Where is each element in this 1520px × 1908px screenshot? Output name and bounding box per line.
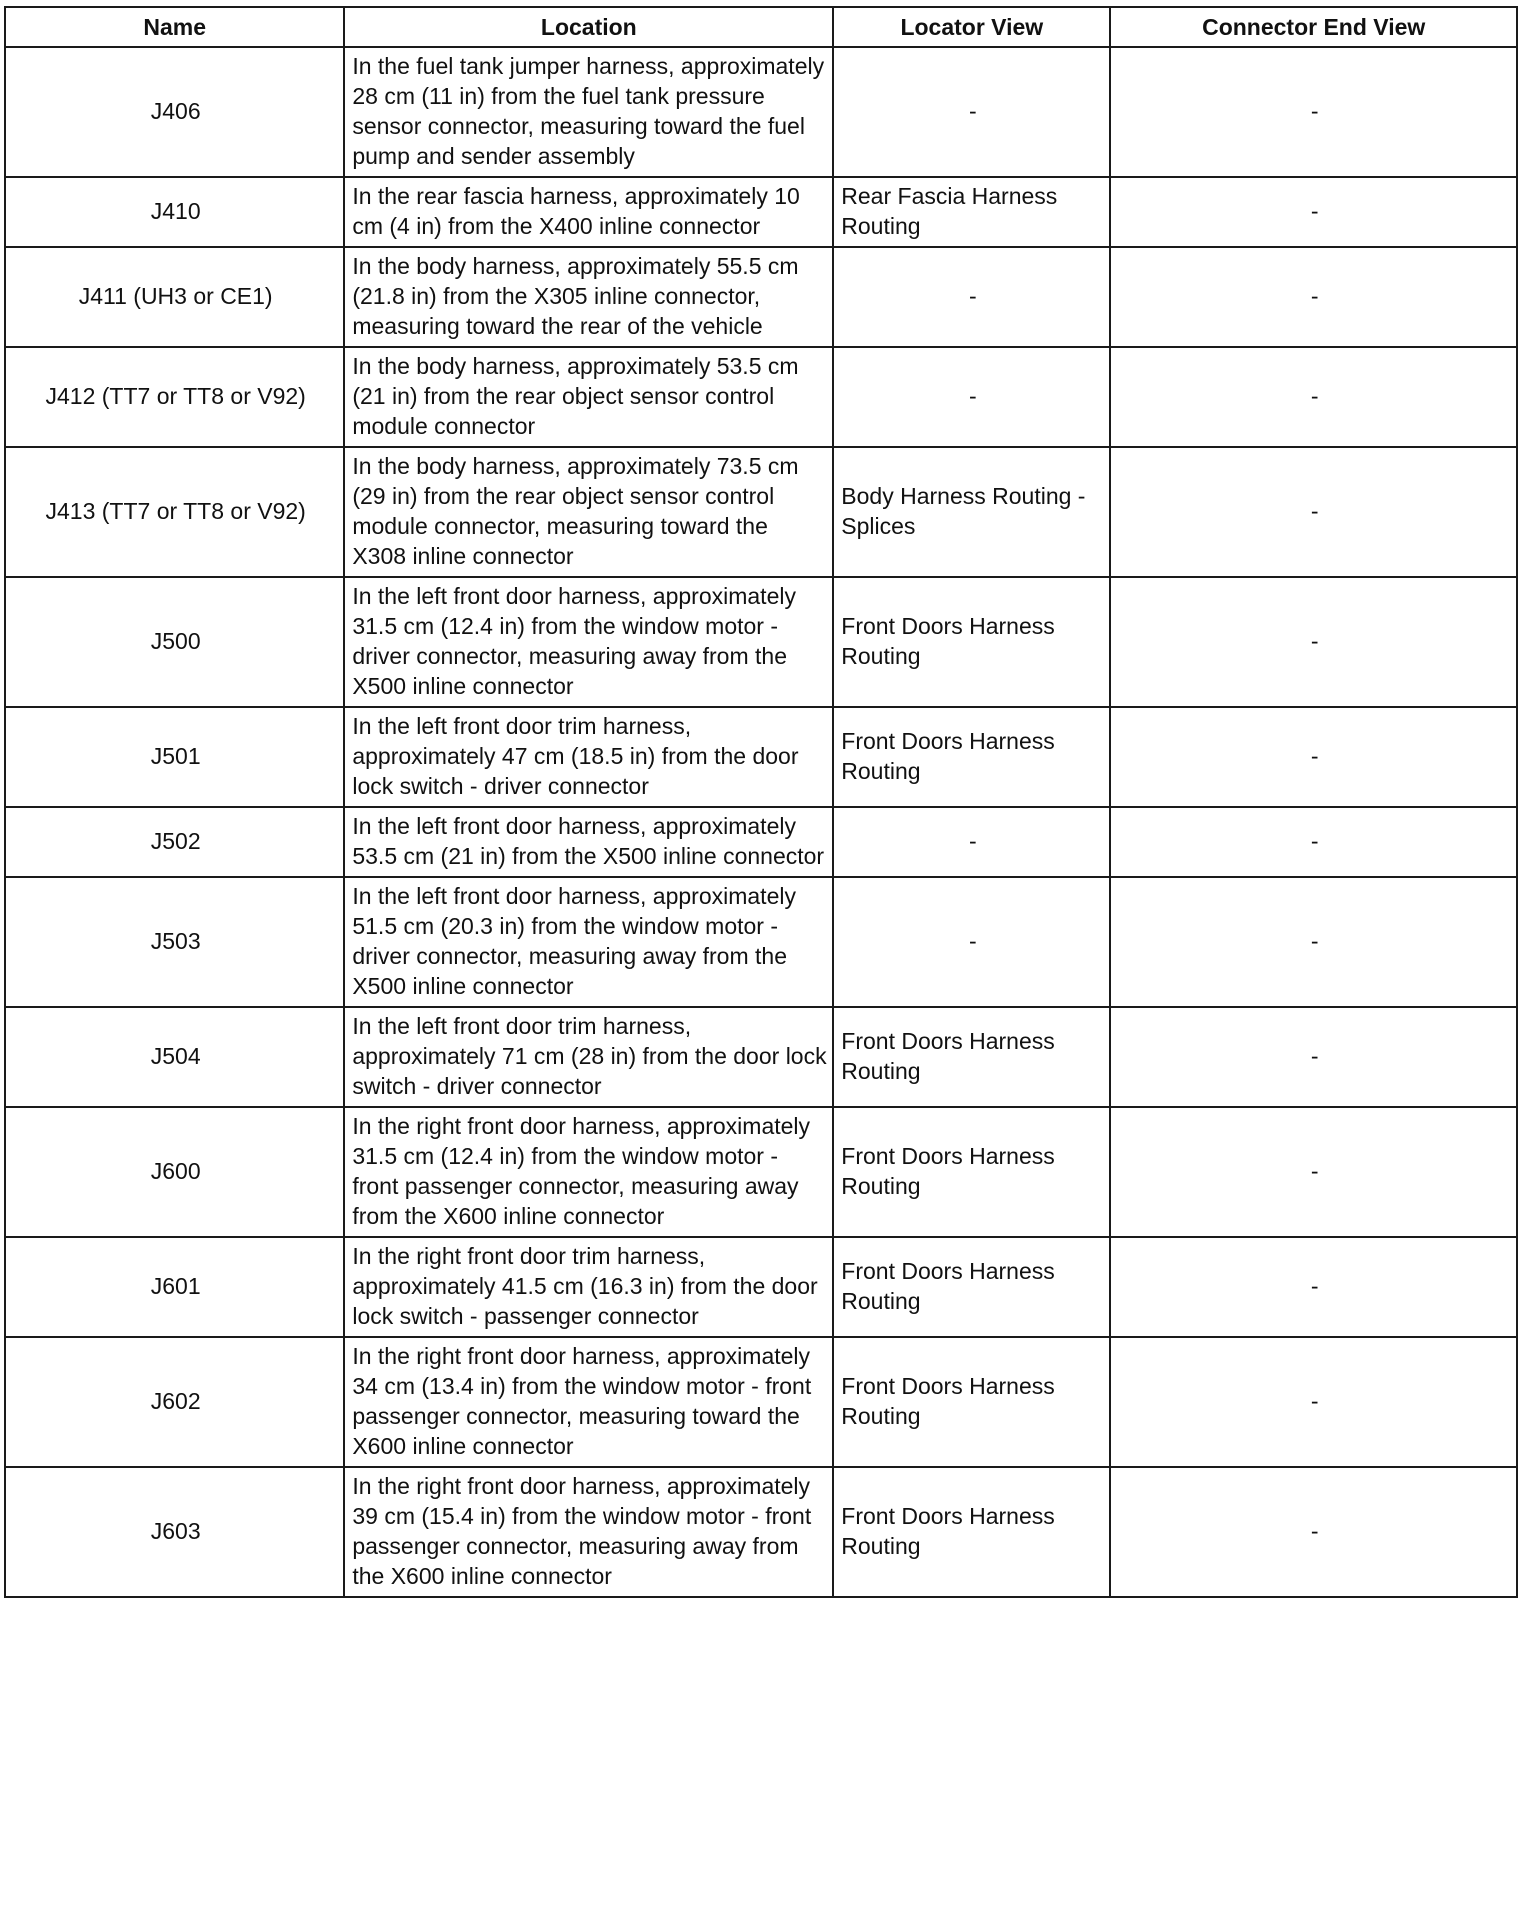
locator-view-cell: Front Doors Harness Routing — [833, 1007, 1110, 1107]
splice-name-cell: J406 — [5, 47, 344, 177]
table-body — [5, 47, 1517, 1597]
splice-name-cell: J410 — [5, 177, 344, 247]
connector-end-view-cell: - — [1110, 1007, 1517, 1107]
location-cell: In the rear fascia harness, approximately 10 cm (4 in) from the X400 inline connector — [344, 177, 833, 247]
locator-view-cell: - — [833, 347, 1110, 447]
table-row — [5, 1337, 1517, 1467]
location-cell: In the left front door harness, approximately 31.5 cm (12.4 in) from the window motor - driver connector, measuring away from the X500 inline connector — [344, 577, 833, 707]
locator-view-cell: Front Doors Harness Routing — [833, 1107, 1110, 1237]
locator-view-cell: Front Doors Harness Routing — [833, 707, 1110, 807]
connector-end-view-cell: - — [1110, 707, 1517, 807]
connector-end-view-cell: - — [1110, 1237, 1517, 1337]
header-locator-view: Locator View — [833, 7, 1110, 47]
header-location: Location — [344, 7, 833, 47]
splice-location-table — [4, 6, 1518, 1598]
header-connector-end-view: Connector End View — [1110, 7, 1517, 47]
table-row — [5, 347, 1517, 447]
location-cell: In the body harness, approximately 73.5 cm (29 in) from the rear object sensor control module connector, measuring toward the X308 inline connector — [344, 447, 833, 577]
locator-view-cell: - — [833, 807, 1110, 877]
header-name: Name — [5, 7, 344, 47]
locator-view-cell: Front Doors Harness Routing — [833, 1337, 1110, 1467]
connector-end-view-cell: - — [1110, 347, 1517, 447]
table-row — [5, 1237, 1517, 1337]
location-cell: In the fuel tank jumper harness, approximately 28 cm (11 in) from the fuel tank pressure sensor connector, measuring toward the fuel pump and sender assembly — [344, 47, 833, 177]
connector-end-view-cell: - — [1110, 247, 1517, 347]
locator-view-cell: - — [833, 247, 1110, 347]
splice-name-cell: J500 — [5, 577, 344, 707]
table-row — [5, 577, 1517, 707]
splice-name-cell: J602 — [5, 1337, 344, 1467]
locator-view-cell: Body Harness Routing - Splices — [833, 447, 1110, 577]
table-row — [5, 1007, 1517, 1107]
table-row — [5, 1467, 1517, 1597]
connector-end-view-cell: - — [1110, 47, 1517, 177]
splice-name-cell: J412 (TT7 or TT8 or V92) — [5, 347, 344, 447]
connector-end-view-cell: - — [1110, 877, 1517, 1007]
locator-view-cell: - — [833, 47, 1110, 177]
location-cell: In the right front door trim harness, approximately 41.5 cm (16.3 in) from the door lock switch - passenger connector — [344, 1237, 833, 1337]
splice-name-cell: J603 — [5, 1467, 344, 1597]
table-row — [5, 1107, 1517, 1237]
splice-name-cell: J504 — [5, 1007, 344, 1107]
splice-name-cell: J502 — [5, 807, 344, 877]
splice-name-cell: J501 — [5, 707, 344, 807]
splice-name-cell: J600 — [5, 1107, 344, 1237]
location-cell: In the left front door trim harness, approximately 71 cm (28 in) from the door lock switch - driver connector — [344, 1007, 833, 1107]
table-row — [5, 177, 1517, 247]
table-row — [5, 447, 1517, 577]
location-cell: In the left front door trim harness, approximately 47 cm (18.5 in) from the door lock switch - driver connector — [344, 707, 833, 807]
splice-name-cell: J411 (UH3 or CE1) — [5, 247, 344, 347]
splice-name-cell: J503 — [5, 877, 344, 1007]
table-row — [5, 877, 1517, 1007]
location-cell: In the right front door harness, approximately 39 cm (15.4 in) from the window motor - front passenger connector, measuring away from the X600 inline connector — [344, 1467, 833, 1597]
header-row — [5, 7, 1517, 47]
connector-end-view-cell: - — [1110, 1107, 1517, 1237]
locator-view-cell: Front Doors Harness Routing — [833, 577, 1110, 707]
table-row — [5, 247, 1517, 347]
table-row — [5, 47, 1517, 177]
connector-end-view-cell: - — [1110, 447, 1517, 577]
splice-name-cell: J601 — [5, 1237, 344, 1337]
table-row — [5, 807, 1517, 877]
splice-name-cell: J413 (TT7 or TT8 or V92) — [5, 447, 344, 577]
table-header — [5, 7, 1517, 47]
locator-view-cell: Front Doors Harness Routing — [833, 1237, 1110, 1337]
locator-view-cell: Front Doors Harness Routing — [833, 1467, 1110, 1597]
locator-view-cell: Rear Fascia Harness Routing — [833, 177, 1110, 247]
location-cell: In the body harness, approximately 53.5 cm (21 in) from the rear object sensor control module connector — [344, 347, 833, 447]
location-cell: In the right front door harness, approximately 31.5 cm (12.4 in) from the window motor - front passenger connector, measuring away from the X600 inline connector — [344, 1107, 833, 1237]
connector-end-view-cell: - — [1110, 807, 1517, 877]
location-cell: In the right front door harness, approximately 34 cm (13.4 in) from the window motor - front passenger connector, measuring toward the X600 inline connector — [344, 1337, 833, 1467]
table-row — [5, 707, 1517, 807]
connector-end-view-cell: - — [1110, 1467, 1517, 1597]
connector-end-view-cell: - — [1110, 1337, 1517, 1467]
connector-end-view-cell: - — [1110, 577, 1517, 707]
location-cell: In the left front door harness, approximately 53.5 cm (21 in) from the X500 inline connector — [344, 807, 833, 877]
locator-view-cell: - — [833, 877, 1110, 1007]
connector-end-view-cell: - — [1110, 177, 1517, 247]
location-cell: In the left front door harness, approximately 51.5 cm (20.3 in) from the window motor - driver connector, measuring away from the X500 inline connector — [344, 877, 833, 1007]
location-cell: In the body harness, approximately 55.5 cm (21.8 in) from the X305 inline connector, measuring toward the rear of the vehicle — [344, 247, 833, 347]
